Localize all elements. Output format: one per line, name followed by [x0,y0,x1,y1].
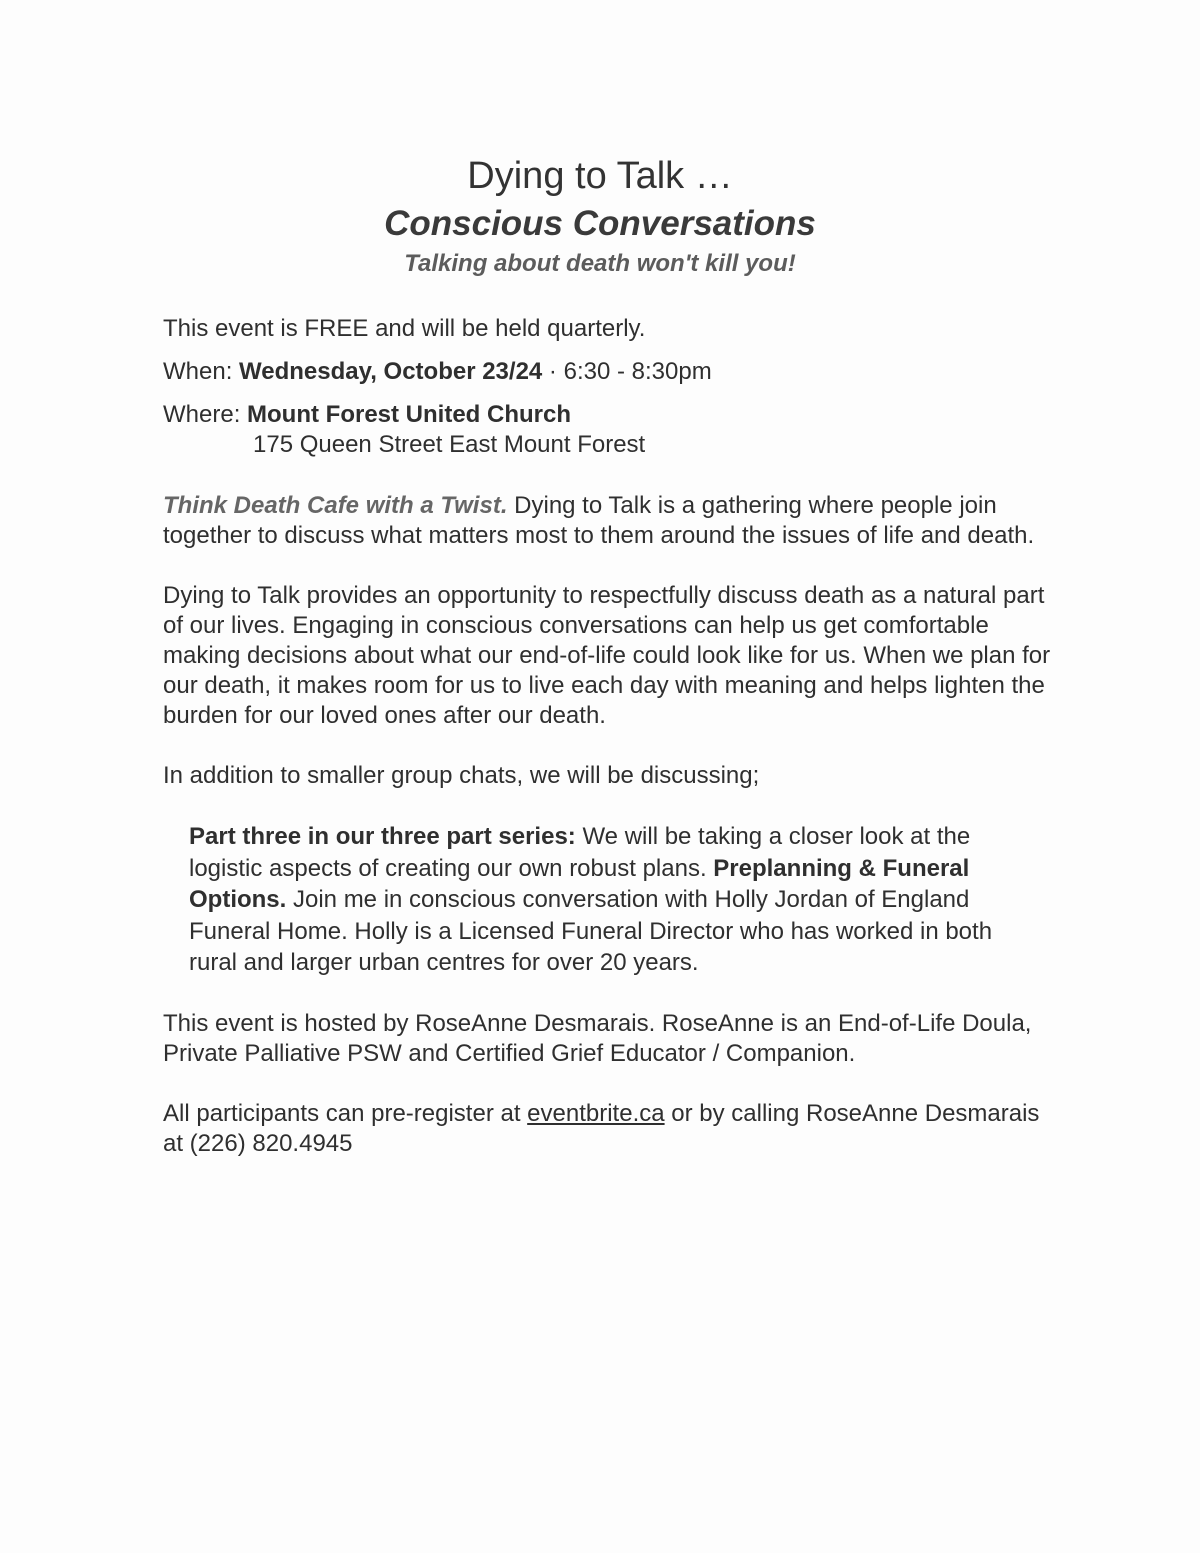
description-paragraph: Dying to Talk provides an opportunity to respectfully discuss death as a natural part of our lives. Engaging in conscious conversations can help us get comfortable making decisions about what our end-of-life could look like for us. When we plan for our death, it makes room for us to live each day with meaning and helps lighten the burden for our loved ones after our death. [163,582,1051,729]
flyer-subtitle: Conscious Conversations [384,204,816,243]
register-paragraph [163,1099,1053,1159]
intro-lead: Think Death Cafe with a Twist. [163,492,508,519]
register-prefix: All participants can pre-register at [163,1099,528,1127]
topic-paragraph [189,821,1039,979]
where-venue: Mount Forest United Church [247,401,572,428]
eventbrite-link[interactable]: eventbrite.ca [527,1099,665,1127]
host-paragraph: This event is hosted by RoseAnne Desmarais. RoseAnne is an End-of-Life Doula, Private Palliative PSW and Certified Grief Educator / Companion. [163,1009,1032,1067]
intro-paragraph [163,491,1053,551]
flyer-title: Dying to Talk … [467,155,733,197]
topic-lead: Part three in our three part series: [189,823,576,850]
where-address: 175 Queen Street East Mount Forest [253,431,646,458]
discussing-intro: In addition to smaller group chats, we will be discussing; [163,762,760,789]
when-line [163,357,1053,387]
register-suffix: or by calling RoseAnne Desmarais at (226) 820.4945 [163,1099,1040,1157]
topic-bold: Preplanning & Funeral Options. [189,854,970,913]
where-label: Where: [163,401,248,428]
free-line: This event is FREE and will be held quarterly. [163,315,646,342]
where-line [163,400,1053,430]
when-label: When: [163,358,240,385]
when-time: · 6:30 - 8:30pm [542,358,712,385]
flyer-body [163,314,1053,1159]
topic-text-1: We will be taking a closer look at the logistic aspects of creating our own robust plans. [189,823,971,882]
flyer-header [0,150,1200,282]
when-date: Wednesday, October 23/24 [239,358,543,385]
intro-text: Dying to Talk is a gathering where people join together to discuss what matters most to them around the issues of life and death. [163,492,1035,549]
flyer-tagline: Talking about death won't kill you! [404,250,796,277]
topic-text-2: Join me in conscious conversation with Holly Jordan of England Funeral Home. Holly is a Licensed Funeral Director who has worked in both rural and larger urban centres for over 20 years. [189,886,993,976]
